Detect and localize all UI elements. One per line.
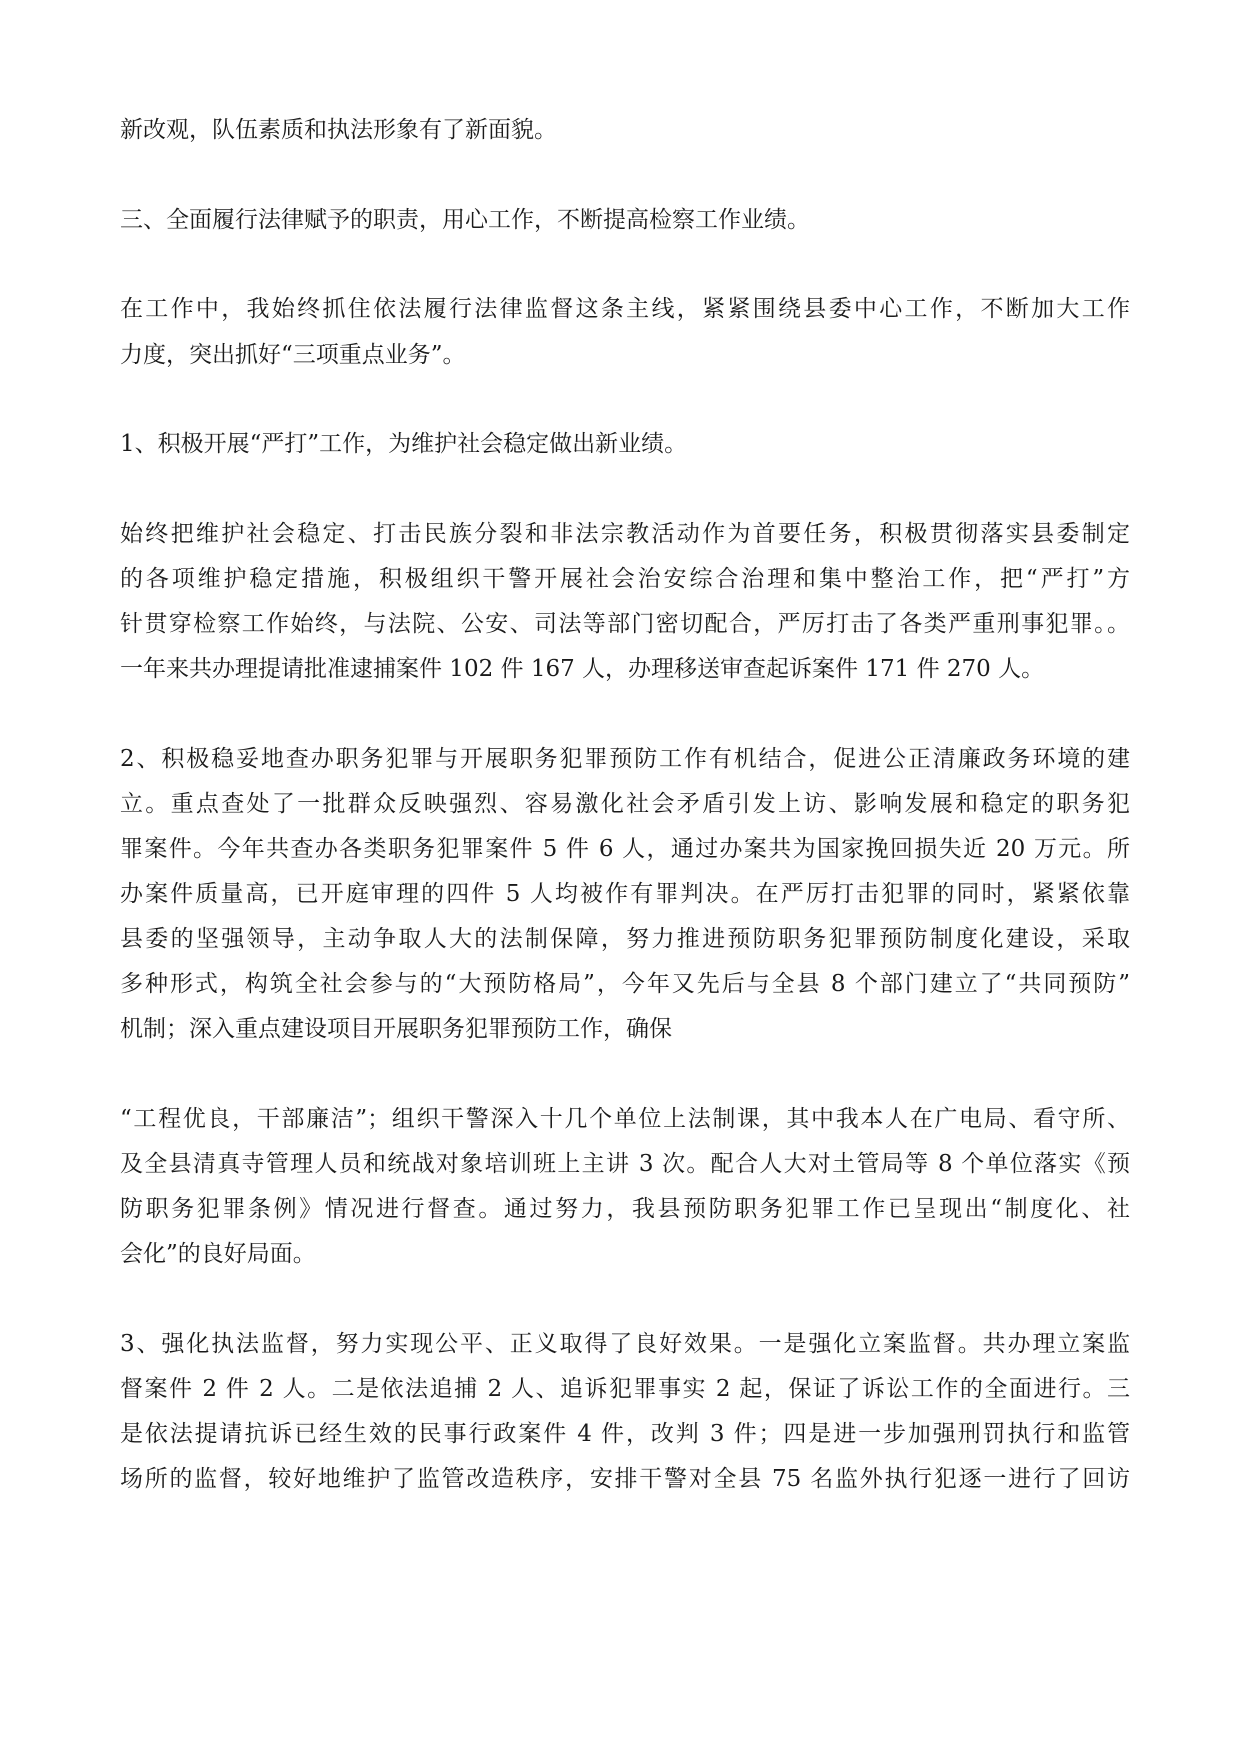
text-line: 及全县清真寺管理人员和统战对象培训班上主讲 3 次。配合人大对土管局等 8 个单位落实《预 [120,1151,1130,1177]
text-line: 督案件 2 件 2 人。二是依法追捕 2 人、追诉犯罪事实 2 起，保证了诉讼工作的全面进行。三 [120,1376,1130,1402]
text-line: 多种形式，构筑全社会参与的“大预防格局”，今年又先后与全县 8 个部门建立了“共同预防” [120,971,1130,997]
text-line: 始终把维护社会稳定、打击民族分裂和非法宗教活动作为首要任务，积极贯彻落实县委制定 [120,521,1130,547]
text-line: 一年来共办理提请批准逮捕案件 102 件 167 人，办理移送审查起诉案件 171 件 270 人。 [120,656,1045,682]
text-line: 在工作中，我始终抓住依法履行法律监督这条主线，紧紧围绕县委中心工作，不断加大工作 [120,296,1130,322]
text-line: 县委的坚强领导，主动争取人大的法制保障，努力推进预防职务犯罪预防制度化建设，采取 [120,926,1130,952]
text-line: 2、积极稳妥地查办职务犯罪与开展职务犯罪预防工作有机结合，促进公正清廉政务环境的建 [120,746,1130,772]
text-line: 新改观，队伍素质和执法形象有了新面貌。 [120,117,557,143]
text-line: 3、强化执法监督，努力实现公平、正义取得了良好效果。一是强化立案监督。共办理立案监 [120,1331,1130,1357]
text-line: 罪案件。今年共查办各类职务犯罪案件 5 件 6 人，通过办案共为国家挽回损失近 20 万元。所 [120,836,1130,862]
text-line: 力度，突出抓好“三项重点业务”。 [120,342,466,368]
text-line: 机制；深入重点建设项目开展职务犯罪预防工作，确保 [120,1016,672,1042]
text-line: 的各项维护稳定措施，积极组织干警开展社会治安综合治理和集中整治工作，把“严打”方 [120,566,1130,592]
text-line: 办案件质量高，已开庭审理的四件 5 人均被作有罪判决。在严厉打击犯罪的同时，紧紧依靠 [120,881,1130,907]
text-line: 防职务犯罪条例》情况进行督查。通过努力，我县预防职务犯罪工作已呈现出“制度化、社 [120,1196,1130,1222]
text-line: 立。重点查处了一批群众反映强烈、容易激化社会矛盾引发上访、影响发展和稳定的职务犯 [120,791,1130,817]
subsection-heading: 1、积极开展“严打”工作，为维护社会稳定做出新业绩。 [120,431,688,457]
text-line: 针贯穿检察工作始终，与法院、公安、司法等部门密切配合，严厉打击了各类严重刑事犯罪。。 [120,611,1130,637]
text-line: 场所的监督，较好地维护了监管改造秩序，安排干警对全县 75 名监外执行犯逐一进行了回访 [120,1466,1130,1492]
text-line: 是依法提请抗诉已经生效的民事行政案件 4 件，改判 3 件；四是进一步加强刑罚执行和监管 [120,1421,1130,1447]
text-line: “工程优良，干部廉洁”；组织干警深入十几个单位上法制课，其中我本人在广电局、看守所、 [120,1106,1130,1132]
text-line: 会化”的良好局面。 [120,1241,316,1267]
section-heading: 三、全面履行法律赋予的职责，用心工作，不断提高检察工作业绩。 [120,207,810,233]
